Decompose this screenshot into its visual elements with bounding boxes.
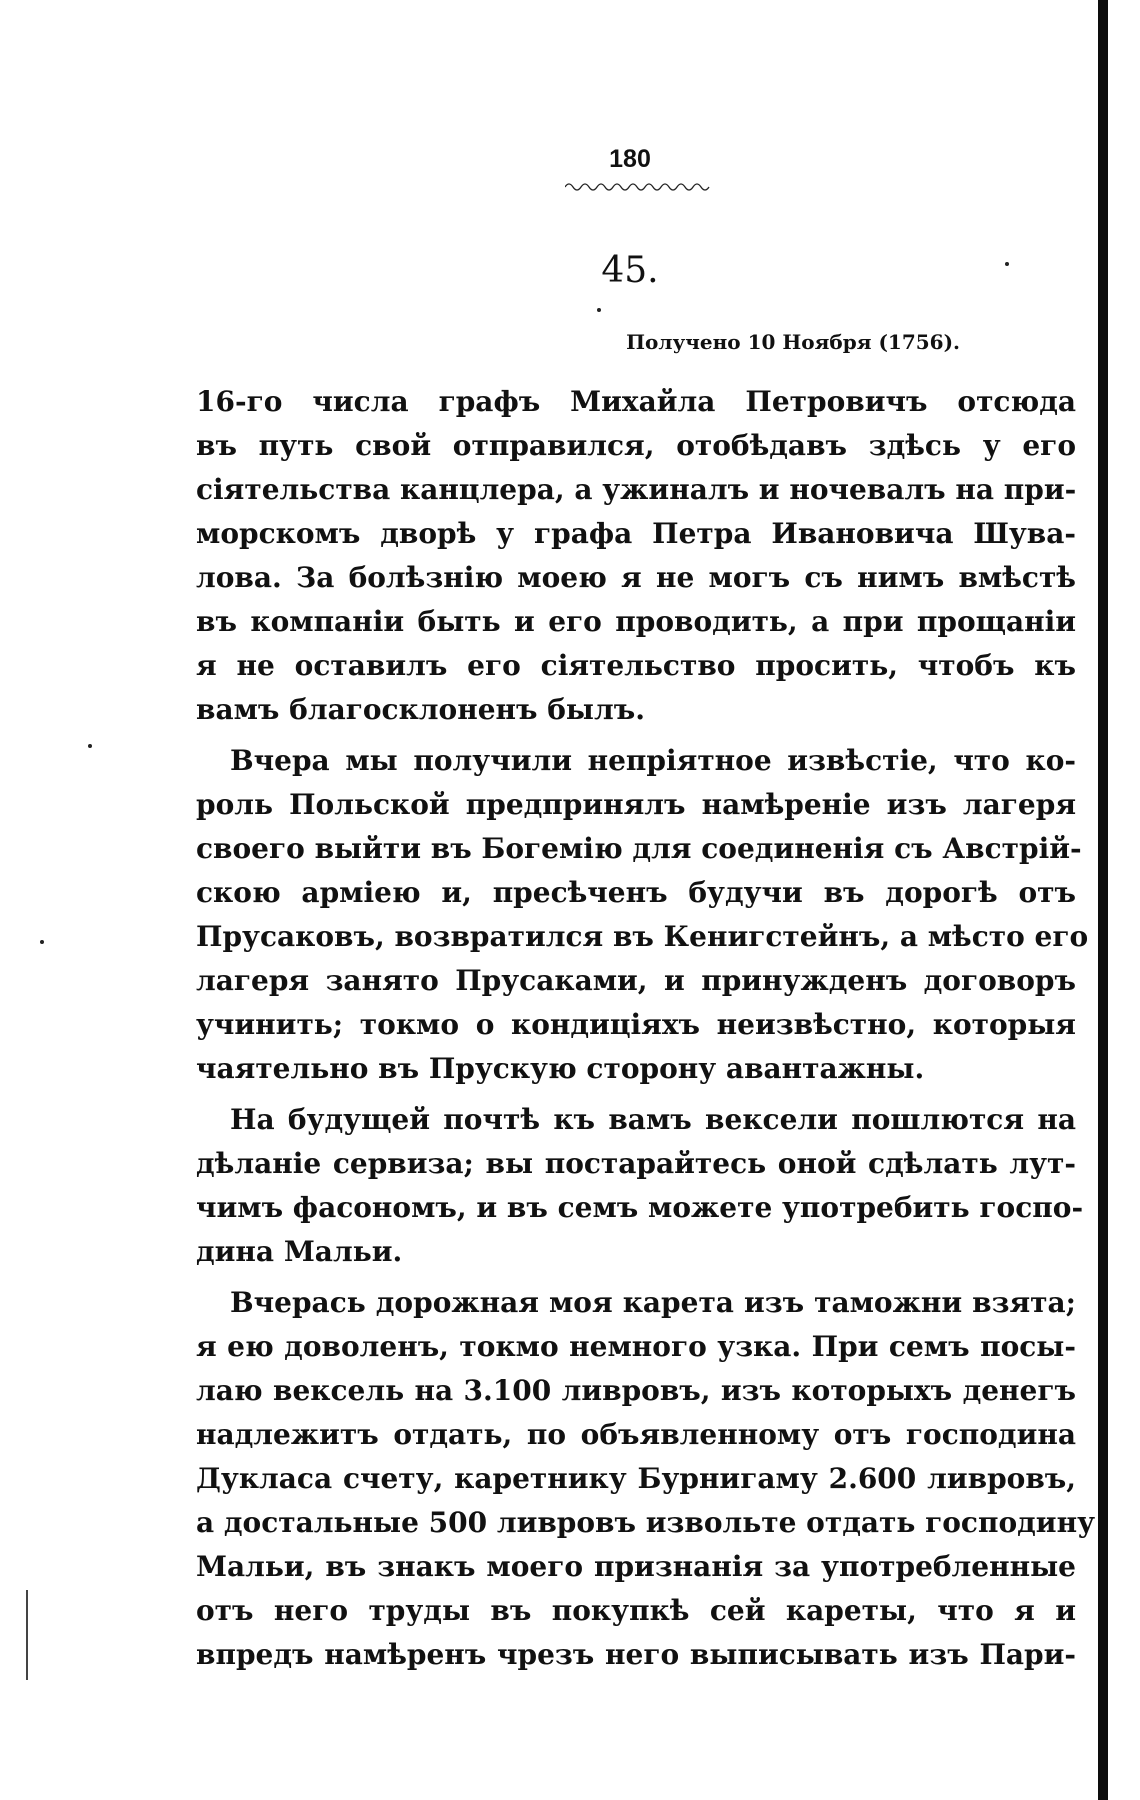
paragraph <box>196 1098 1084 1274</box>
text-line: я ею доволенъ, токмо немного узка. При семъ посы- <box>196 1330 1076 1363</box>
paragraph <box>196 380 1076 732</box>
entry-number: 45. <box>601 250 659 291</box>
print-speck <box>88 744 92 748</box>
text-line: дина Мальи. <box>196 1235 403 1268</box>
margin-mark <box>26 1590 28 1680</box>
text-line: своего выйти въ Богемію для соединенія съ Австрій- <box>196 832 1082 865</box>
text-line: вамъ благосклоненъ былъ. <box>196 693 645 726</box>
text-line: лагеря занято Прусаками, и принужденъ договоръ <box>196 964 1076 997</box>
received-date: Получено 10 Ноября (1756). <box>626 330 960 354</box>
text-line: роль Польской предпринялъ намѣреніе изъ лагеря <box>196 788 1076 821</box>
text-line: впредъ намѣренъ чрезъ него выписывать изъ Пари- <box>196 1638 1076 1671</box>
text-line: Прусаковъ, возвратился въ Кенигстейнъ, а мѣсто его <box>196 920 1089 953</box>
text-line: морскомъ дворѣ у графа Петра Ивановича Шува- <box>196 517 1076 550</box>
print-speck <box>40 940 44 944</box>
page-edge-rule <box>1098 0 1108 1800</box>
text-line: На будущей почтѣ къ вамъ вексели пошлются на <box>230 1103 1076 1136</box>
text-line: Мальи, въ знакъ моего признанія за употребленные <box>196 1550 1076 1583</box>
text-line: Вчерась дорожная моя карета изъ таможни взята; <box>230 1286 1076 1319</box>
text-line: учинить; токмо о кондиціяхъ неизвѣстно, которыя <box>196 1008 1076 1041</box>
text-line: лова. За болѣзнію моею я не могъ съ нимъ вмѣстѣ <box>196 561 1076 594</box>
print-speck <box>1005 262 1009 266</box>
text-line: чаятельно въ Прускую сторону авантажны. <box>196 1052 925 1085</box>
paragraph <box>196 739 1089 1091</box>
text-line: а достальные 500 ливровъ извольте отдать господину <box>196 1506 1095 1539</box>
text-line: дѣланіе сервиза; вы постарайтесь оной сдѣлать лут- <box>196 1147 1076 1180</box>
text-line: Дукласа счету, каретнику Бурнигаму 2.600 ливровъ, <box>196 1462 1076 1495</box>
text-line: лаю вексель на 3.100 ливровъ, изъ которыхъ денегъ <box>196 1374 1076 1407</box>
text-line: сіятельства канцлера, а ужиналъ и ночевалъ на при- <box>196 473 1077 506</box>
text-line: въ путь свой отправился, отобѣдавъ здѣсь у его <box>196 429 1076 462</box>
print-speck <box>597 308 601 312</box>
text-line: скою арміею и, пресѣченъ будучи въ дорогѣ отъ <box>196 876 1076 909</box>
text-line: 16-го числа графъ Михайла Петровичъ отсюда <box>196 385 1076 418</box>
wavy-ornament <box>565 180 710 194</box>
text-line: надлежитъ отдать, по объявленному отъ господина <box>196 1418 1076 1451</box>
text-line: отъ него труды въ покупкѣ сей кареты, что я и <box>196 1594 1076 1627</box>
text-line: Вчера мы получили непріятное извѣстіе, что ко- <box>230 744 1076 777</box>
text-line: въ компаніи быть и его проводить, а при прощаніи <box>196 605 1076 638</box>
page-number: 180 <box>609 145 651 173</box>
paragraph <box>196 1281 1095 1677</box>
letter-body <box>196 380 1095 1677</box>
text-line: я не оставилъ его сіятельство просить, чтобъ къ <box>196 649 1076 682</box>
text-line: чимъ фасономъ, и въ семъ можете употребить госпо- <box>196 1191 1084 1224</box>
